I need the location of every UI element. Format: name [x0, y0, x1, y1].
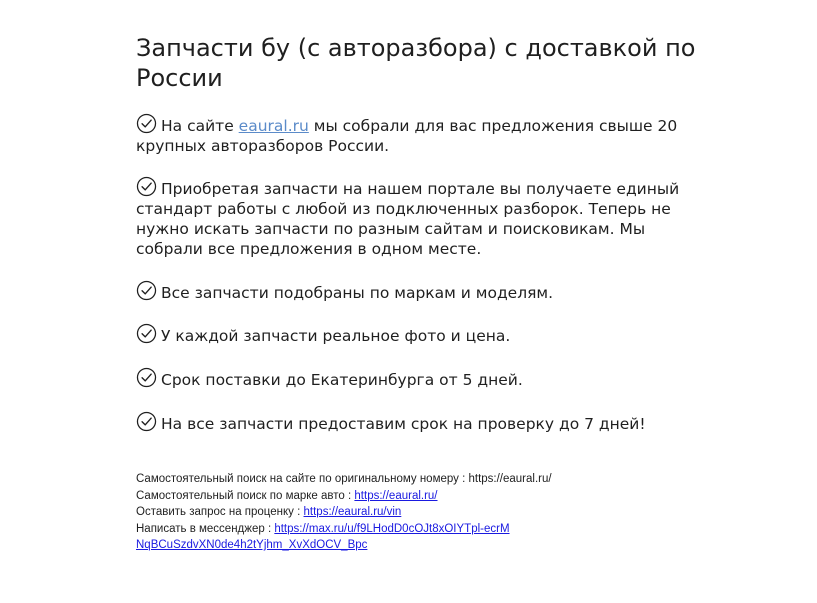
circle-check-icon	[136, 411, 157, 432]
circle-check-icon	[136, 367, 157, 388]
feature-text-after: мы собрали для вас предложения свыше 20 крупных авторазборов России.	[136, 117, 678, 155]
feature-item-warranty	[136, 411, 696, 434]
footer-line-original-number: Самостоятельный поиск на сайте по оригинальному номеру : https://eaural.ru/	[136, 473, 552, 485]
circle-check-icon	[136, 113, 157, 134]
brand-search-label: Самостоятельный поиск по марке авто :	[136, 489, 355, 502]
circle-check-icon	[136, 323, 157, 344]
circle-check-icon	[136, 176, 157, 197]
feature-item-brands	[136, 280, 696, 303]
feature-text: Приобретая запчасти на нашем портале вы получаете единый стандарт работы с любой из подключенных разборок. Теперь не нужно искать запчасти по разным сайтам и поисковикам. Мы собрали все предложения в одном месте.	[136, 180, 680, 258]
eaural-link[interactable]: eaural.ru	[238, 117, 309, 135]
feature-text: На все запчасти предоставим срок на проверку до 7 дней!	[161, 415, 646, 433]
feature-item-delivery	[136, 367, 696, 390]
messenger-label: Написать в мессенджер :	[136, 522, 275, 535]
footer-line-messenger	[136, 521, 516, 554]
brand-search-link[interactable]: https://eaural.ru/	[354, 489, 438, 502]
feature-text: Все запчасти подобраны по маркам и моделям.	[161, 284, 554, 302]
feature-text: У каждой запчасти реальное фото и цена.	[161, 327, 511, 345]
feature-text: Срок поставки до Екатеринбурга от 5 дней.	[161, 371, 523, 389]
footer-contacts	[136, 471, 736, 554]
feature-item-photo	[136, 323, 696, 346]
footer-line-brand-search	[136, 488, 736, 505]
circle-check-icon	[136, 280, 157, 301]
vin-request-link[interactable]: https://eaural.ru/vin	[303, 506, 402, 518]
feature-text-before: На сайте	[161, 117, 239, 135]
footer-line-vin-request	[136, 504, 736, 521]
feature-item-standard	[136, 176, 696, 259]
page-title: Запчасти бу (с авторазбора) с доставкой по России	[136, 34, 696, 92]
feature-item-site	[136, 113, 696, 156]
messenger-link[interactable]: https://max.ru/u/f9LHodD0cOJt8xOIYTpl-ecrMNqBCuSzdvXN0de4h2tYjhm_XvXdOCV_Bpc	[136, 522, 510, 551]
vin-request-label: Оставить запрос на проценку :	[136, 506, 304, 518]
